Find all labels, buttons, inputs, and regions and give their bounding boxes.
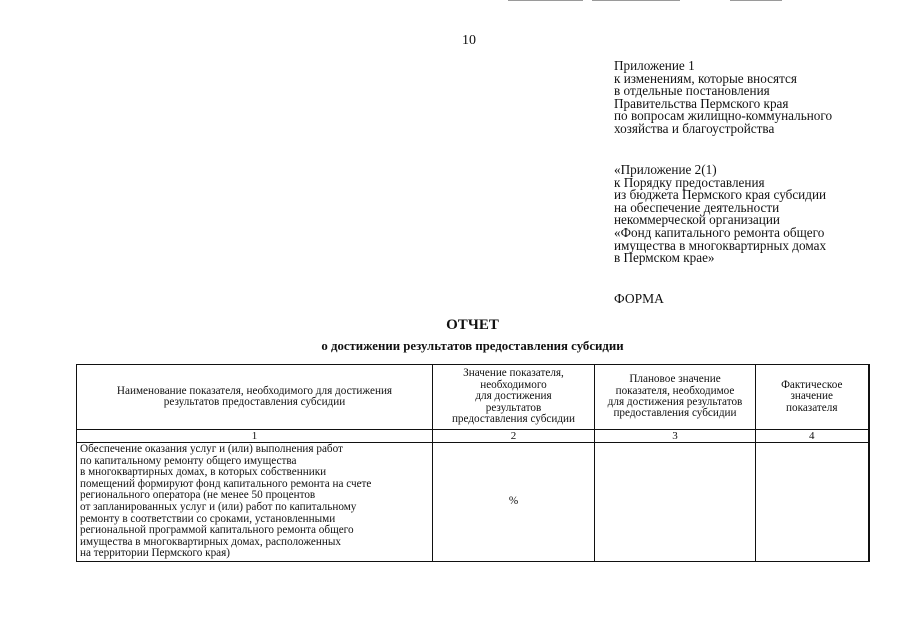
- indicator-unit-cell: %: [433, 443, 595, 562]
- column-number: 2: [433, 430, 595, 443]
- appendix-line: в отдельные постановления: [614, 83, 770, 99]
- appendix-line: хозяйства и благоустройства: [614, 120, 775, 136]
- appendix-line: к изменениям, которые вносятся: [614, 70, 797, 86]
- header-actual-value: Фактическое значение показателя: [756, 365, 869, 430]
- order-line: «Приложение 2(1): [614, 162, 717, 177]
- report-title: ОТЧЕТ: [446, 317, 499, 333]
- appendix-line: Приложение 1: [614, 58, 695, 73]
- planned-value-cell: [595, 443, 756, 562]
- column-number-row: [77, 430, 869, 443]
- scan-artifact-line: [730, 0, 782, 1]
- order-line: из бюджета Пермского края субсидии: [614, 187, 827, 203]
- appendix-line: Правительства Пермского края: [614, 95, 789, 111]
- header-indicator-value: Значение показателя, необходимого для достижения результатов предоставления субсидии: [433, 365, 595, 430]
- order-line: некоммерческой организации: [614, 212, 780, 228]
- scan-artifact-line: [508, 0, 583, 1]
- scan-artifact-line: [592, 0, 680, 1]
- order-line: к Порядку предоставления: [614, 174, 765, 190]
- order-block: [614, 164, 826, 265]
- column-number: 4: [756, 430, 869, 443]
- report-subtitle: о достижении результатов предоставления субсидии: [321, 339, 624, 353]
- order-line: на обеспечение деятельности: [614, 199, 780, 215]
- order-line: в Пермском крае»: [614, 250, 715, 266]
- report-table: [76, 364, 870, 562]
- table-header-row: [77, 365, 869, 430]
- page-number: 10: [462, 33, 476, 48]
- order-line: «Фонд капитального ремонта общего: [614, 224, 825, 240]
- form-label: ФОРМА: [614, 291, 664, 306]
- indicator-name-cell: Обеспечение оказания услуг и (или) выполнения работ по капитальному ремонту общего имущества в многоквартирных домах, в которых собственники помещений формируют фонд капитального ремонта на счете регионального оператора (не менее 50 процентов от запланированных услуг и (или) работ по капитальному ремонту в соответствии со сроками, установленными региональной программой капитального ремонта общего имущества в многоквартирных домах, расположенных на территории Пермского края): [77, 443, 433, 562]
- header-planned-value: Плановое значение показателя, необходимое для достижения результатов предоставления субсидии: [595, 365, 756, 430]
- actual-value-cell: [756, 443, 869, 562]
- appendix-block: [614, 60, 832, 136]
- column-number: 3: [595, 430, 756, 443]
- header-indicator-name: Наименование показателя, необходимого для достижения результатов предоставления субсидии: [77, 365, 433, 430]
- appendix-line: по вопросам жилищно-коммунального: [614, 108, 833, 124]
- column-number: 1: [77, 430, 433, 443]
- table-row: [77, 443, 869, 562]
- order-line: имущества в многоквартирных домах: [614, 237, 827, 253]
